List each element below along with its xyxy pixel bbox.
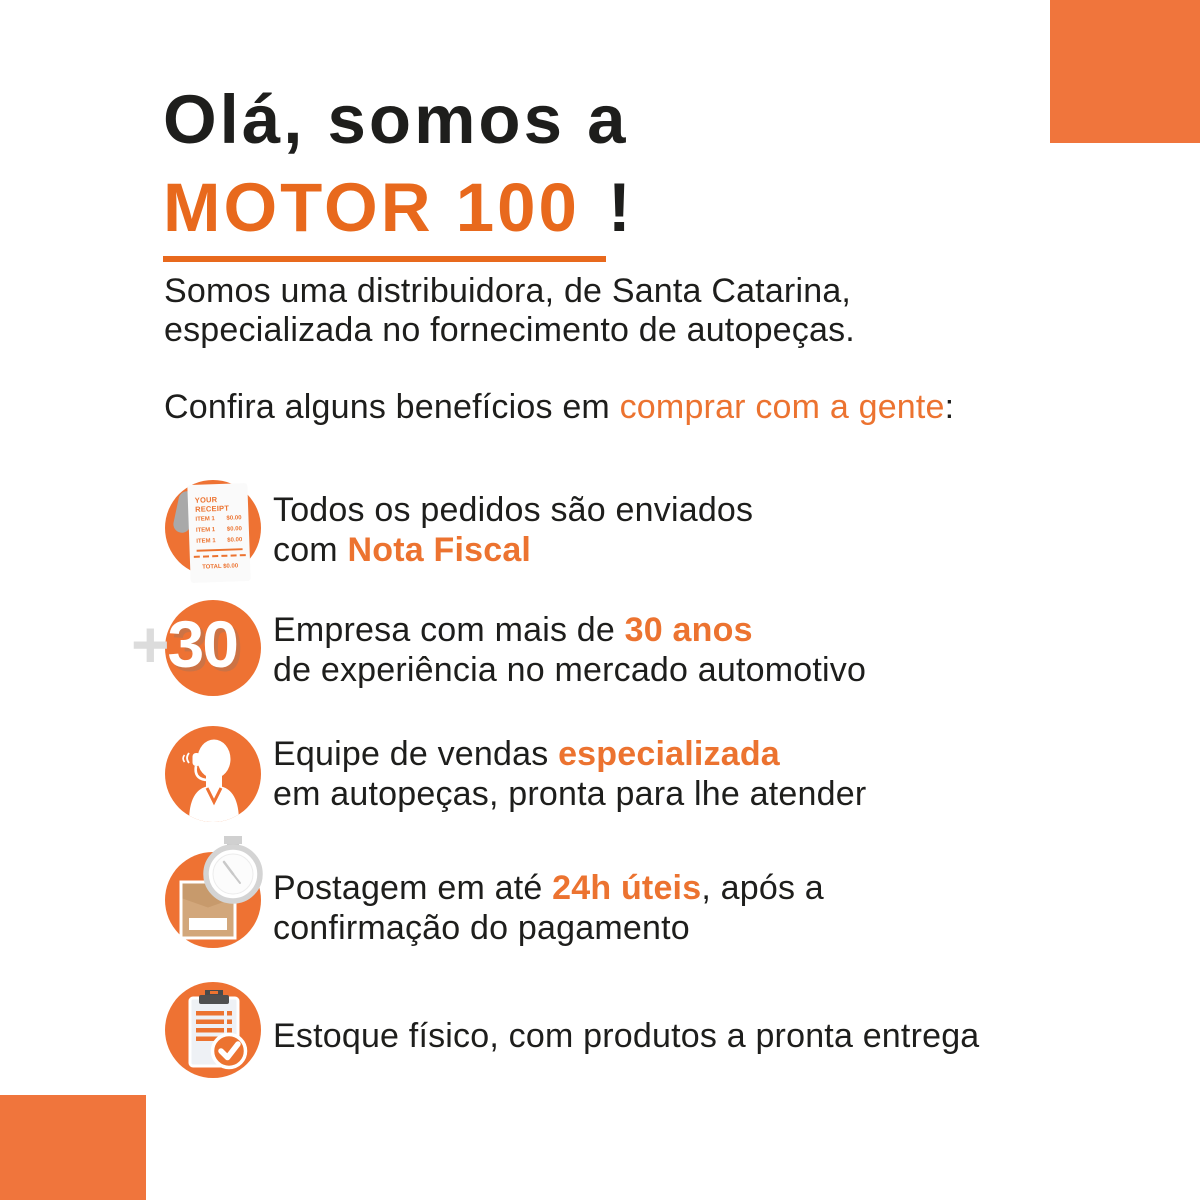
- benefit-line: confirmação do pagamento: [273, 909, 690, 947]
- plus-30-icon: [131, 600, 261, 696]
- about-line-2: especializada no fornecimento de autopeças.: [164, 311, 855, 349]
- about-paragraph: [164, 272, 855, 350]
- brand-name: MOTOR 100: [163, 168, 606, 262]
- intro-highlight: comprar com a gente: [619, 388, 945, 426]
- benefit-line: de experiência no mercado automotivo: [273, 651, 867, 689]
- receipt-dashed-line: [194, 554, 246, 558]
- intro-suffix: :: [944, 388, 955, 426]
- benefit-item-estoque: [165, 980, 979, 1076]
- benefit-item-nota-fiscal: [165, 480, 753, 576]
- benefits-intro: [164, 388, 954, 427]
- receipt-title: YOUR RECEIPT: [194, 495, 230, 514]
- clipboard-check-icon: [165, 980, 261, 1076]
- benefit-line: em autopeças, pronta para lhe atender: [273, 775, 867, 813]
- receipt-separator: [197, 548, 243, 552]
- support-agent-icon: [165, 726, 261, 822]
- receipt-row: ITEM 1 $0.00: [195, 526, 242, 534]
- benefit-text: [273, 610, 866, 690]
- benefit-line: Todos os pedidos são enviados: [273, 491, 754, 529]
- corner-square-top-right: [1050, 0, 1200, 143]
- benefit-line: Postagem em até 24h úteis, após a: [273, 869, 824, 907]
- benefit-text: [273, 490, 753, 570]
- benefit-line: Equipe de vendas especializada: [273, 735, 780, 773]
- receipt-paper: [187, 483, 250, 583]
- benefit-line: com Nota Fiscal: [273, 531, 532, 569]
- about-line-1: Somos uma distribuidora, de Santa Catarina,: [164, 272, 852, 310]
- brand-exclamation: !: [607, 169, 634, 246]
- benefit-item-postagem: [165, 850, 824, 948]
- benefit-text: [273, 868, 824, 948]
- brand-headline: [163, 168, 634, 262]
- receipt-total: TOTAL $0.00: [202, 563, 239, 571]
- benefit-item-equipe: [165, 726, 866, 822]
- shipping-box-stopwatch-icon: [165, 850, 261, 946]
- plus-30-text: +30: [131, 607, 237, 681]
- benefit-text: [273, 1016, 979, 1056]
- receipt-row: ITEM 1 $0.00: [195, 515, 242, 523]
- benefit-text: [273, 734, 866, 814]
- benefit-line: Empresa com mais de 30 anos: [273, 611, 753, 649]
- receipt-row: ITEM 1 $0.00: [196, 537, 243, 545]
- corner-square-bottom-left: [0, 1095, 146, 1200]
- receipt-icon: [165, 480, 261, 576]
- greeting-text: Olá, somos a: [163, 81, 629, 158]
- intro-prefix: Confira alguns benefícios em: [164, 388, 620, 426]
- benefit-item-30-anos: [131, 600, 867, 696]
- benefit-line: Estoque físico, com produtos a pronta entrega: [273, 1017, 980, 1055]
